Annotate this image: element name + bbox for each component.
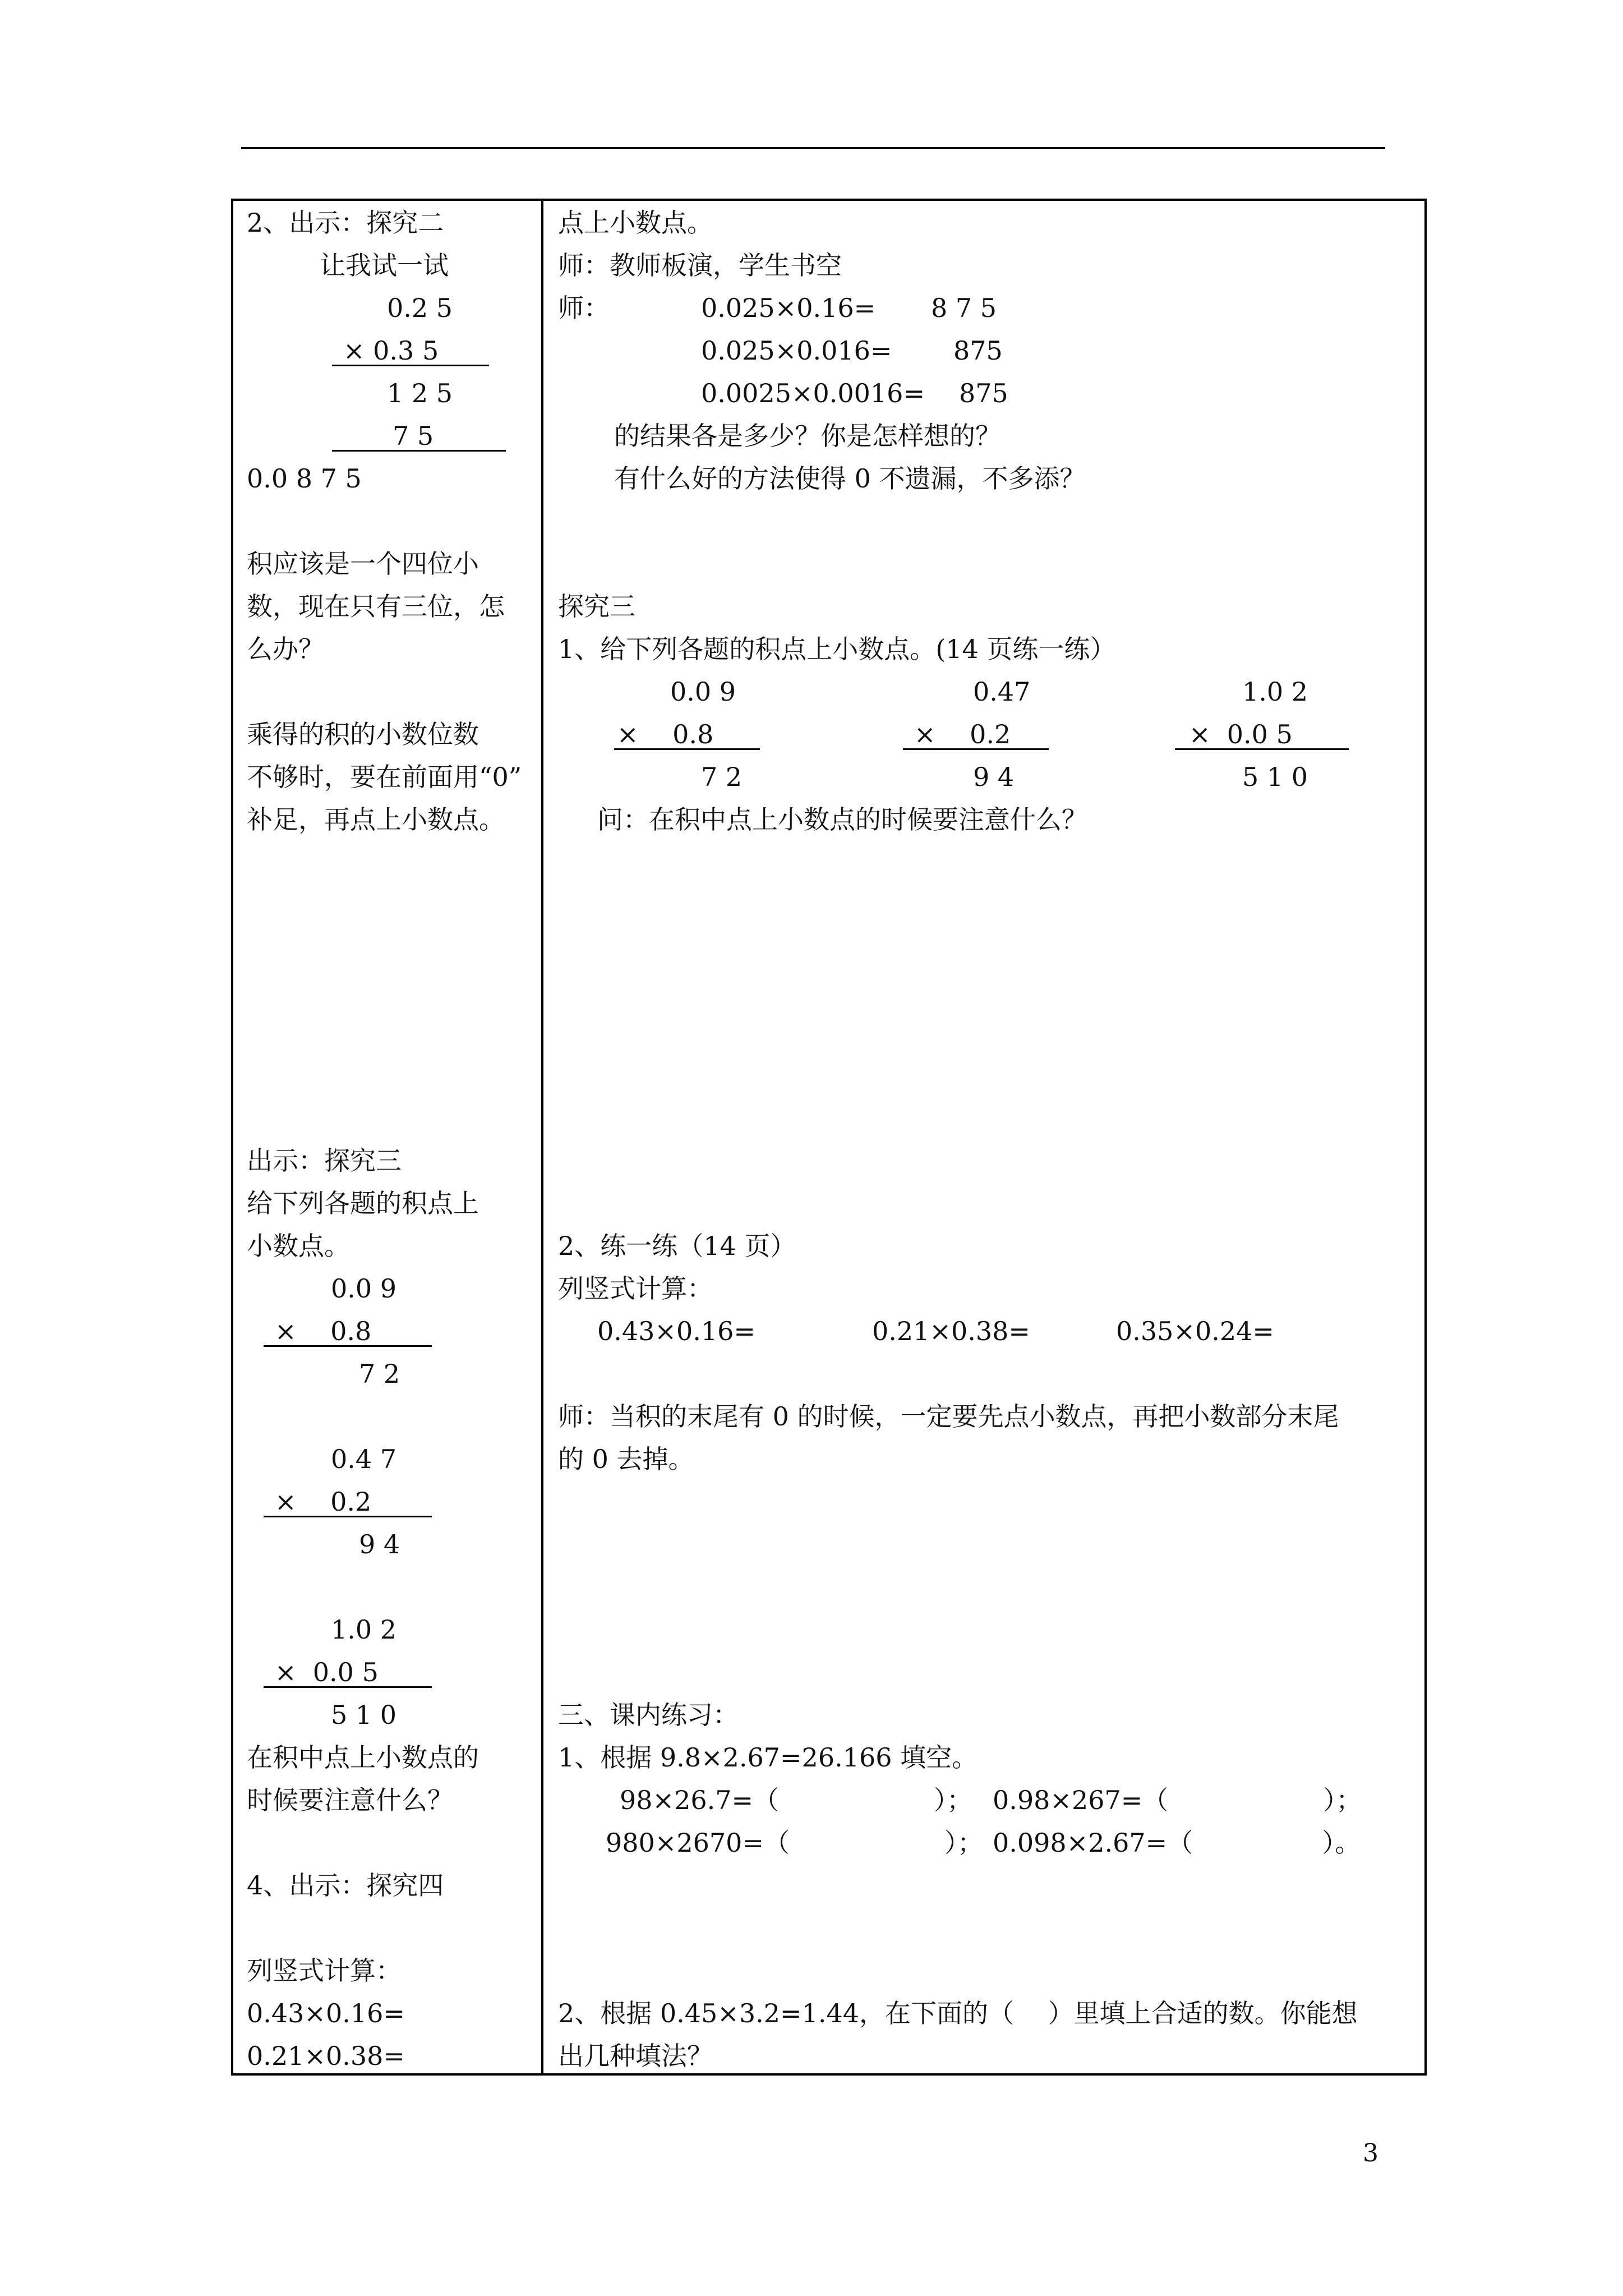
left-expr-2: 0.21×0.38= [247,2041,405,2071]
left-explore-3-text1: 给下列各题的积点上 [247,1188,479,1218]
left-c1: 1.0 2 [331,1614,397,1645]
right-question-2: 有什么好的方法使得 0 不遗漏，不多添？ [614,463,1086,494]
right-explore-3: 探究三 [558,591,635,622]
left-note-line3: 补足，再点上小数点。 [247,804,505,835]
right-line-2: 师：教师板演，学生书空 [558,250,842,280]
right-p2-rule [903,748,1049,750]
right-calc-2: 0.21×0.38= [872,1316,1030,1346]
left-explore-4: 4、出示：探究四 [247,1870,444,1901]
left-question-1-line3: 么办？ [247,634,324,664]
right-p1-c: 7 2 [701,762,743,792]
right-calc-1: 0.43×0.16= [597,1316,755,1346]
right-expr-2-result: 875 [953,335,1003,366]
right-p1-a: 0.0 9 [670,677,736,707]
left-step-2: 2、出示：探究二 [247,208,444,238]
left-b2: × 0.2 [275,1487,372,1517]
right-exercise-2: 2、练一练（14 页） [558,1231,796,1261]
right-fill-3: 980×2670=（ ）； [606,1828,983,1858]
left-a-rule [264,1345,432,1347]
left-c3: 5 1 0 [331,1700,397,1730]
right-p3-rule [1175,748,1349,750]
left-mult-1: 0.2 5 [387,293,453,323]
left-mult-rule-1 [332,365,489,366]
left-c-rule [264,1686,432,1688]
left-mult-3: 1 2 5 [387,378,453,408]
right-expr-1-result: 8 7 5 [931,293,997,323]
right-calc-3: 0.35×0.24= [1116,1316,1274,1346]
right-expr-2: 0.025×0.016= [701,335,892,366]
right-fill-2: 0.98×267=（ ）； [993,1785,1362,1815]
right-teacher-label: 师： [558,293,610,323]
left-b1: 0.4 7 [331,1444,397,1474]
left-question-2-line1: 在积中点上小数点的 [247,1742,479,1773]
right-p3-a: 1.0 2 [1242,677,1308,707]
left-b3: 9 4 [359,1529,400,1559]
right-fill-4: 0.098×2.67=（ ）。 [993,1828,1361,1858]
right-line-1: 点上小数点。 [558,208,713,238]
right-task-2-line1: 2、根据 0.45×3.2=1.44，在下面的（ ）里填上合适的数。你能想 [558,1998,1358,2028]
left-a3: 7 2 [359,1359,400,1389]
left-c2: × 0.0 5 [275,1657,379,1687]
left-question-1-line1: 积应该是一个四位小 [247,549,479,579]
left-mult-2: × 0.3 5 [343,335,439,366]
left-explore-3: 出示：探究三 [247,1145,402,1176]
right-p3-b: × 0.0 5 [1189,719,1293,749]
left-a2: × 0.8 [275,1316,372,1346]
right-p1-b: × 0.8 [617,719,714,749]
right-p3-c: 5 1 0 [1242,762,1308,792]
left-calc-label: 列竖式计算： [247,1955,402,1986]
right-tip-line1: 师：当积的末尾有 0 的时候，一定要先点小数点，再把小数部分末尾 [558,1401,1339,1432]
left-mult-4: 7 5 [393,421,434,451]
right-fill-1: 98×26.7=（ ）； [620,1785,973,1815]
right-expr-3: 0.0025×0.0016= [701,378,925,408]
left-question-1-line2: 数，现在只有三位，怎 [247,591,505,622]
left-note-line2: 不够时，要在前面用“0” [247,762,522,792]
page-number: 3 [1363,2139,1378,2168]
right-ask: 问：在积中点上小数点的时候要注意什么？ [597,804,1087,835]
column-divider [541,199,543,2076]
right-p1-rule [614,748,760,750]
header-rule [241,147,1385,149]
left-note-line1: 乘得的积的小数位数 [247,719,479,749]
right-section-3: 三、课内练习： [558,1700,739,1730]
right-task-2-line2: 出几种填法？ [558,2041,713,2071]
left-mult-rule-2 [332,450,506,452]
right-expr-3-result: 875 [959,378,1008,408]
left-mult-result: 0.0 8 7 5 [247,463,362,494]
left-explore-3-text2: 小数点。 [247,1231,350,1261]
right-p2-c: 9 4 [973,762,1015,792]
left-a1: 0.0 9 [331,1273,397,1304]
left-b-rule [264,1516,432,1517]
right-p2-b: × 0.2 [914,719,1011,749]
right-fill-task: 1、根据 9.8×2.67=26.166 填空。 [558,1742,978,1773]
left-expr-1: 0.43×0.16= [247,1998,405,2028]
left-try-label: 让我试一试 [320,250,449,280]
right-p2-a: 0.47 [973,677,1031,707]
right-expr-1: 0.025×0.16= [701,293,876,323]
right-question-1: 的结果各是多少？你是怎样想的？ [614,421,1001,451]
right-explore-3-task: 1、给下列各题的积点上小数点。(14 页练一练） [558,634,1116,664]
right-calc-label: 列竖式计算： [558,1273,713,1304]
right-tip-line2: 的 0 去掉。 [558,1444,694,1474]
left-question-2-line2: 时候要注意什么？ [247,1785,453,1815]
